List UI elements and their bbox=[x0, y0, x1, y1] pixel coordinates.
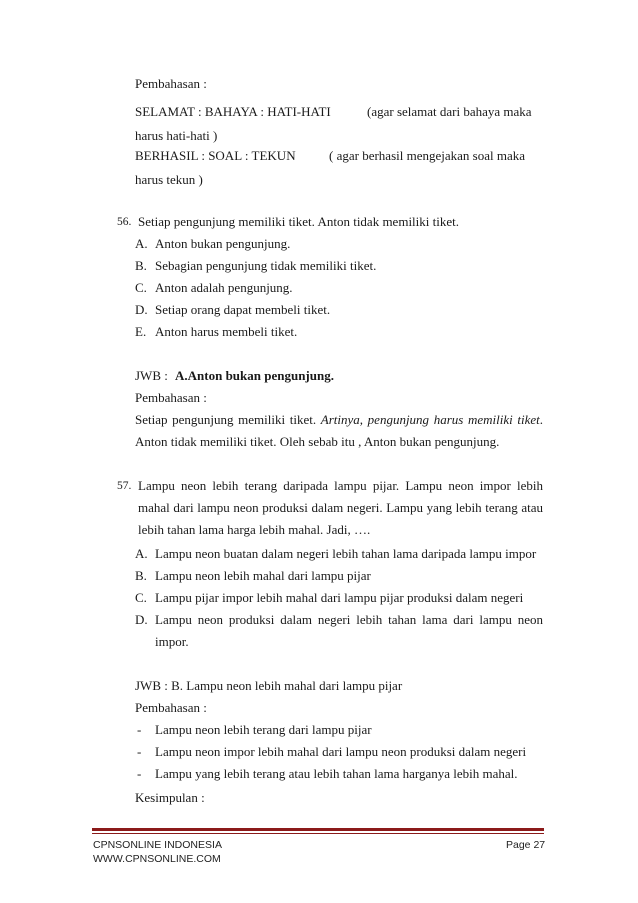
berhasil-reason-cont: harus tekun ) bbox=[135, 172, 203, 187]
bullet-dash: - bbox=[137, 766, 142, 781]
option-text-cont: impor. bbox=[155, 634, 189, 649]
option-letter: D. bbox=[135, 612, 148, 627]
option-letter: C. bbox=[135, 280, 147, 295]
kesimpulan-heading: Kesimpulan : bbox=[135, 790, 205, 805]
bullet-text: Lampu neon lebih terang dari lampu pijar bbox=[155, 722, 372, 737]
question-text: Setiap pengunjung memiliki tiket. Anton tidak memiliki tiket. bbox=[138, 214, 459, 229]
option-text: Lampu neon buatan dalam negeri lebih tahan lama daripada lampu impor bbox=[155, 546, 537, 561]
explanation-line: Anton tidak memiliki tiket. Oleh sebab itu , Anton bukan pengunjung. bbox=[135, 434, 500, 449]
bullet-text: Lampu yang lebih terang atau lebih tahan lama harganya lebih mahal. bbox=[155, 766, 518, 781]
question-text: mahal dari lampu neon produksi dalam negeri. Lampu yang lebih terang atau bbox=[138, 500, 543, 515]
bullet-dash: - bbox=[137, 744, 142, 759]
selamat-analogy: SELAMAT : BAHAYA : HATI-HATI bbox=[135, 104, 331, 119]
explanation-statement: Setiap pengunjung memiliki tiket. bbox=[135, 412, 317, 427]
option-text: Lampu pijar impor lebih mahal dari lampu pijar produksi dalam negeri bbox=[155, 590, 524, 605]
option-text: Lampu neon lebih mahal dari lampu pijar bbox=[155, 568, 371, 583]
option-letter: E. bbox=[135, 324, 147, 339]
explanation-period: . bbox=[539, 412, 544, 427]
answer-label: JWB : bbox=[135, 368, 168, 383]
question-text: Lampu neon lebih terang daripada lampu pijar. Lampu neon impor lebih bbox=[138, 478, 543, 493]
berhasil-reason: ( agar berhasil mengejakan soal maka bbox=[329, 148, 525, 163]
option-letter: C. bbox=[135, 590, 147, 605]
pembahasan-heading: Pembahasan : bbox=[135, 700, 207, 715]
selamat-reason-cont: harus hati-hati ) bbox=[135, 128, 218, 143]
question-number: 57. bbox=[117, 480, 132, 492]
option-letter: D. bbox=[135, 302, 148, 317]
explanation-line bbox=[135, 412, 543, 428]
selamat-reason: (agar selamat dari bahaya maka bbox=[367, 104, 532, 119]
footer-website: WWW.CPNSONLINE.COM bbox=[93, 853, 221, 865]
pembahasan-heading: Pembahasan : bbox=[135, 76, 207, 91]
page-number: Page 27 bbox=[506, 839, 546, 851]
question-text: lebih tahan lama harga lebih mahal. Jadi, …. bbox=[138, 522, 371, 537]
explanation-italic: Artinya, pengunjung harus memiliki tiket bbox=[320, 412, 540, 427]
bullet-text: Lampu neon impor lebih mahal dari lampu neon produksi dalam negeri bbox=[155, 744, 527, 759]
footer-divider-thin bbox=[92, 833, 544, 834]
option-text: Anton bukan pengunjung. bbox=[155, 236, 291, 251]
option-text: Sebagian pengunjung tidak memiliki tiket. bbox=[155, 258, 377, 273]
footer-divider bbox=[92, 828, 544, 831]
option-text: Anton harus membeli tiket. bbox=[155, 324, 298, 339]
question-number: 56. bbox=[117, 216, 132, 228]
bullet-dash: - bbox=[137, 722, 142, 737]
footer-organization: CPNSONLINE INDONESIA bbox=[93, 839, 222, 851]
option-text: Anton adalah pengunjung. bbox=[155, 280, 293, 295]
answer-text: JWB : B. Lampu neon lebih mahal dari lampu pijar bbox=[135, 678, 403, 693]
pembahasan-heading: Pembahasan : bbox=[135, 390, 207, 405]
option-letter: B. bbox=[135, 568, 147, 583]
option-text: Lampu neon produksi dalam negeri lebih tahan lama dari lampu neon bbox=[155, 612, 543, 627]
option-letter: A. bbox=[135, 546, 148, 561]
option-letter: B. bbox=[135, 258, 147, 273]
berhasil-analogy: BERHASIL : SOAL : TEKUN bbox=[135, 148, 296, 163]
answer-text: A.Anton bukan pengunjung. bbox=[175, 368, 334, 383]
option-text: Setiap orang dapat membeli tiket. bbox=[155, 302, 331, 317]
option-letter: A. bbox=[135, 236, 148, 251]
